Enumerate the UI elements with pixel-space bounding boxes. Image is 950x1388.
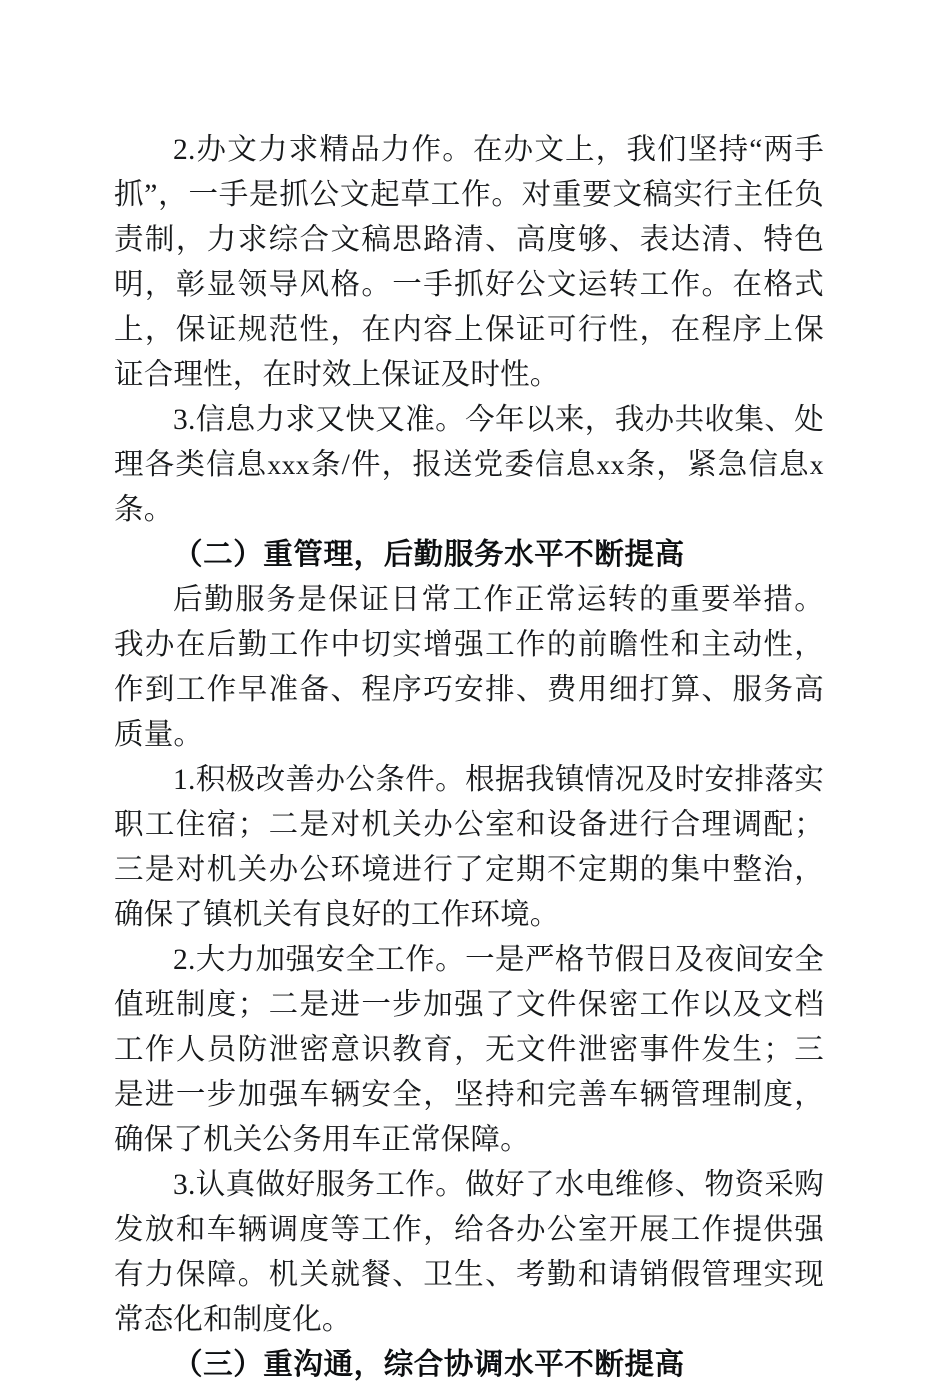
paragraph-item-2-banwen: 2.办文力求精品力作。在办文上，我们坚持“两手抓”，一手是抓公文起草工作。对重要文稿实行主任负责制，力求综合文稿思路清、高度够、表达清、特色明，彰显领导风格。一手抓好公文运转工作。在格式上，保证规范性，在内容上保证可行性，在程序上保证合理性，在时效上保证及时性。 bbox=[114, 134, 824, 391]
paragraph-item-3-fuwu: 3.认真做好服务工作。做好了水电维修、物资采购发放和车辆调度等工作，给各办公室开展工作提供强有力保障。机关就餐、卫生、考勤和请销假管理实现常态化和制度化。 bbox=[114, 1169, 824, 1336]
heading-section-three: （三）重沟通，综合协调水平不断提高 bbox=[173, 1349, 685, 1381]
paragraph-item-1-bangong-tiaojian: 1.积极改善办公条件。根据我镇情况及时安排落实职工住宿；二是对机关办公室和设备进行合理调配；三是对机关办公环境进行了定期不定期的集中整治，确保了镇机关有良好的工作环境。 bbox=[114, 764, 824, 931]
paragraph-houqin-intro: 后勤服务是保证日常工作正常运转的重要举措。我办在后勤工作中切实增强工作的前瞻性和主动性，作到工作早准备、程序巧安排、费用细打算、服务高质量。 bbox=[114, 584, 824, 751]
document-body bbox=[114, 128, 824, 1388]
heading-section-two: （二）重管理，后勤服务水平不断提高 bbox=[173, 539, 685, 571]
latin-placeholder: x bbox=[809, 450, 825, 480]
paragraph-item-3-xinxi: 3.信息力求又快又准。今年以来，我办共收集、处理各类信息xxx条/件，报送党委信息xx条，紧急信息x条。 bbox=[114, 404, 825, 526]
latin-placeholder: xxx bbox=[267, 450, 310, 480]
latin-placeholder: xx bbox=[596, 450, 625, 480]
paragraph-item-2-anquan: 2.大力加强安全工作。一是严格节假日及夜间安全值班制度；二是进一步加强了文件保密工作以及文档工作人员防泄密意识教育，无文件泄密事件发生；三是进一步加强车辆安全，坚持和完善车辆管理制度，确保了机关公务用车正常保障。 bbox=[114, 944, 824, 1156]
